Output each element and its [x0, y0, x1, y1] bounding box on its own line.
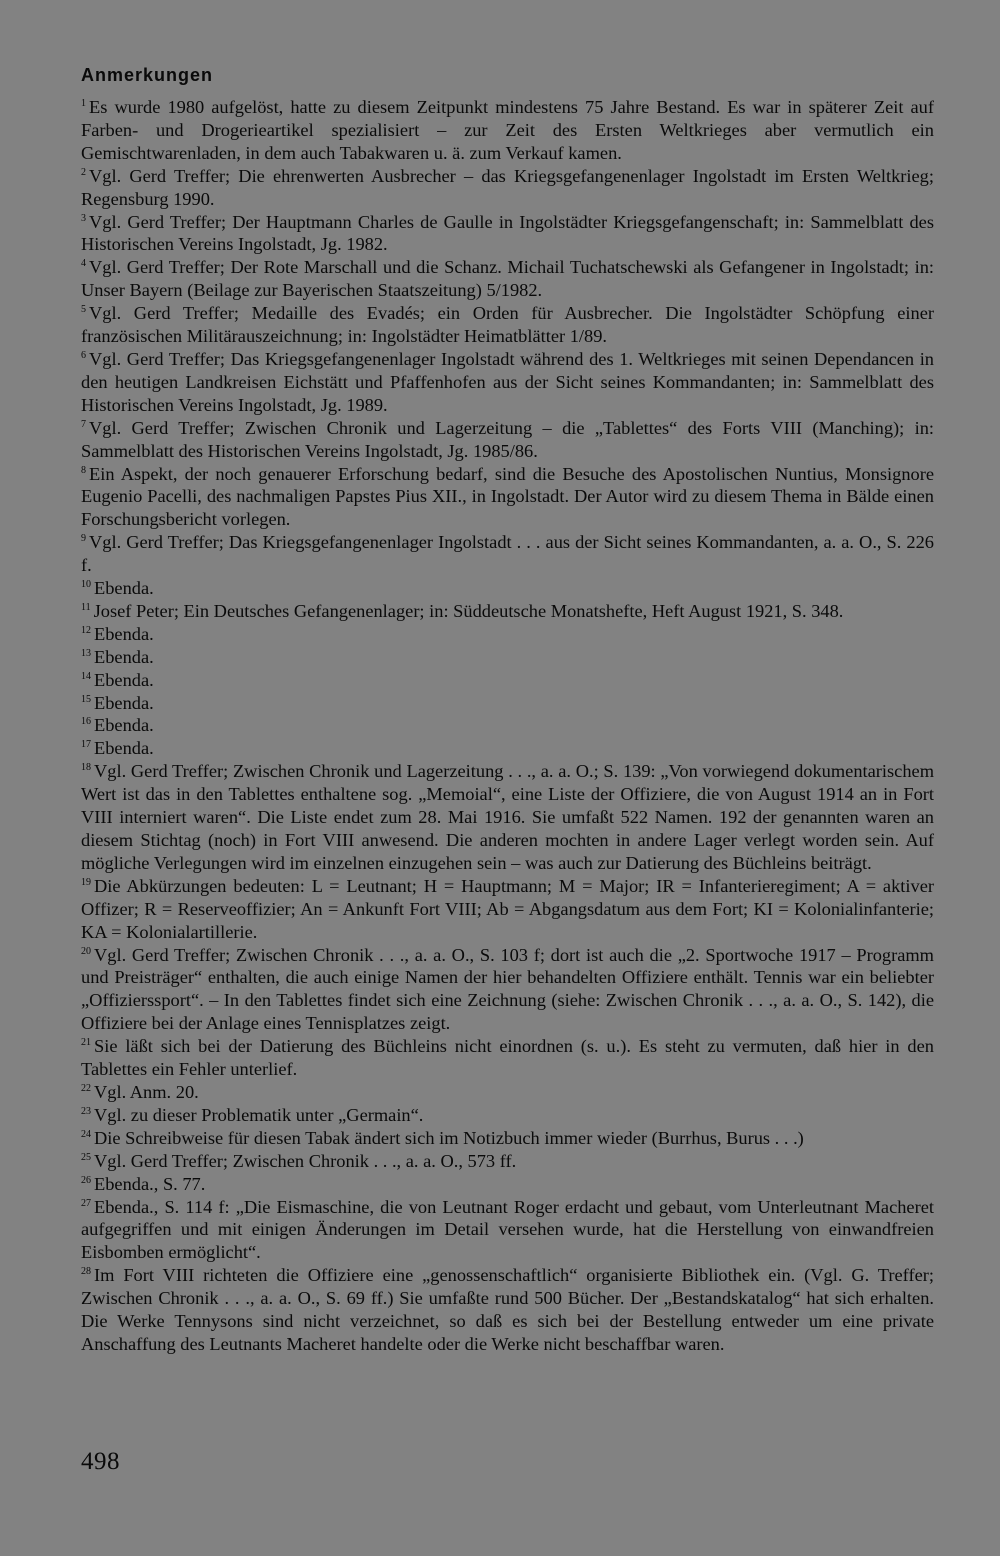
footnote: [81, 1264, 934, 1356]
footnote-number: 27: [81, 1197, 91, 1209]
footnote-text: Ebenda.: [94, 578, 154, 599]
footnote-number: 18: [81, 762, 91, 774]
footnote: [81, 348, 934, 417]
footnote-text: Vgl. Anm. 20.: [94, 1081, 199, 1102]
footnote-number: 17: [81, 739, 91, 751]
footnote-number: 22: [81, 1082, 91, 1094]
footnote-text: Ebenda.: [94, 623, 154, 644]
footnote-text: Vgl. Gerd Treffer; Medaille des Evadés; ein Orden für Ausbrecher. Die Ingolstädter Schöpfung einer französischen Militärauszeichnung; in: Ingolstädter Heimatblätter 1/89.: [81, 303, 934, 347]
footnote-text: Vgl. Gerd Treffer; Zwischen Chronik und Lagerzeitung . . ., a. a. O.; S. 139: „Von vorwiegend dokumentarischem Wert ist das in den Tablettes enthaltene sog. „Memoial“, eine Liste der Offiziere, die von August 1914 an in Fort VIII interniert waren“. Die Liste endet zum 28. Mai 1916. Sie umfaßt 522 Namen. 192 der genannten waren an diesem Stichtag (noch) in Fort VIII anwesend. Die anderen mochten in andere Lager verlegt worden sein. Auf mögliche Verlegungen wird im einzelnen einzugehen sein – was auch zur Datierung des Büchleins beiträgt.: [81, 761, 934, 873]
footnote: [81, 1173, 934, 1196]
footnote-text: Vgl. Gerd Treffer; Zwischen Chronik . . ., a. a. O., 573 ff.: [94, 1150, 517, 1171]
footnote-text: Ebenda.: [94, 646, 154, 667]
footnote-text: Vgl. zu dieser Problematik unter „Germain“.: [94, 1104, 424, 1125]
footnote-text: Es wurde 1980 aufgelöst, hatte zu diesem Zeitpunkt mindestens 75 Jahre Bestand. Es war in späterer Zeit auf Farben- und Drogerieartikel spezialisiert – zur Zeit des Ersten Weltkrieges aber vermutlich ein Gemischtwarenladen, in dem auch Tabakwaren u. ä. zum Verkauf kamen.: [81, 97, 934, 163]
footnote-number: 5: [81, 304, 86, 316]
footnote: [81, 211, 934, 257]
footnote-text: Im Fort VIII richteten die Offiziere eine „genossenschaftlich“ organisierte Bibliothek ein. (Vgl. G. Treffer; Zwischen Chronik . . ., a. a. O., S. 69 ff.) Sie umfaßte rund 500 Bücher. Der „Bestandskatalog“ hat sich erhalten. Die Werke Tennysons sind nicht verzeichnet, so daß es sich bei der Bestellung entweder um eine private Anschaffung des Leutnants Macheret handelte oder die Werke nicht beschaffbar waren.: [81, 1265, 934, 1354]
footnote: [81, 577, 934, 600]
footnote-number: 4: [81, 258, 86, 270]
footnote-list: [81, 96, 934, 1356]
footnote: [81, 646, 934, 669]
footnote-number: 13: [81, 647, 91, 659]
footnote: [81, 302, 934, 348]
footnote: [81, 165, 934, 211]
footnote-number: 25: [81, 1151, 91, 1163]
footnote: [81, 1035, 934, 1081]
footnote: [81, 96, 934, 165]
footnote-text: Die Schreibweise für diesen Tabak ändert sich im Notizbuch immer wieder (Burrhus, Burus . . .): [94, 1127, 804, 1148]
footnote: [81, 1127, 934, 1150]
footnote-number: 14: [81, 670, 91, 682]
footnote-number: 15: [81, 693, 91, 705]
footnote: [81, 531, 934, 577]
footnote: [81, 944, 934, 1036]
footnote-number: 26: [81, 1174, 91, 1186]
footnote-number: 8: [81, 464, 86, 476]
footnote-number: 23: [81, 1105, 91, 1117]
footnote-text: Ebenda., S. 77.: [94, 1173, 206, 1194]
footnote: [81, 463, 934, 532]
footnote: [81, 875, 934, 944]
footnote-number: 9: [81, 533, 86, 545]
footnote: [81, 692, 934, 715]
footnote-number: 20: [81, 945, 91, 957]
footnote-number: 2: [81, 166, 86, 178]
footnote-text: Sie läßt sich bei der Datierung des Büchleins nicht einordnen (s. u.). Es steht zu vermuten, daß hier in den Tablettes ein Fehler unterlief.: [81, 1036, 934, 1080]
footnote-number: 10: [81, 579, 91, 591]
footnote-text: Ebenda.: [94, 715, 154, 736]
footnote-text: Vgl. Gerd Treffer; Das Kriegsgefangenenlager Ingolstadt . . . aus der Sicht seines Kommandanten, a. a. O., S. 226 f.: [81, 532, 934, 576]
footnote-number: 7: [81, 418, 86, 430]
footnote-text: Ebenda.: [94, 692, 154, 713]
footnote: [81, 600, 934, 623]
footnote-text: Josef Peter; Ein Deutsches Gefangenenlager; in: Süddeutsche Monatshefte, Heft August 1921, S. 348.: [93, 600, 844, 621]
footnote-text: Vgl. Gerd Treffer; Der Rote Marschall und die Schanz. Michail Tuchatschewski als Gefangener in Ingolstadt; in: Unser Bayern (Beilage zur Bayerischen Staatszeitung) 5/1982.: [81, 257, 934, 301]
footnote-text: Ebenda.: [94, 738, 154, 759]
footnote-text: Vgl. Gerd Treffer; Zwischen Chronik . . ., a. a. O., S. 103 f; dort ist auch die „2. Sportwoche 1917 – Programm und Preisträger“ enthalten, die auch einige Namen der hier behandelten Offiziere enthält. Tennis war ein beliebter „Offizierssport“. – In den Tablettes findet sich eine Zeichnung (siehe: Zwischen Chronik . . ., a. a. O., S. 142), die Offiziere bei der Anlage eines Tennisplatzes zeigt.: [81, 944, 934, 1034]
footnote-text: Vgl. Gerd Treffer; Das Kriegsgefangenenlager Ingolstadt während des 1. Weltkrieges mit seinen Dependancen in den heutigen Landkreisen Eichstätt und Pfaffenhofen aus der Sicht seines Kommandanten; in: Sammelblatt des Historischen Vereins Ingolstadt, Jg. 1989.: [81, 348, 934, 415]
footnote: [81, 737, 934, 760]
footnote-number: 11: [81, 601, 91, 613]
footnote: [81, 623, 934, 646]
footnote: [81, 714, 934, 737]
footnote-text: Ein Aspekt, der noch genauerer Erforschung bedarf, sind die Besuche des Apostolischen Nuntius, Monsignore Eugenio Pacelli, des nachmaligen Papstes Pius XII., in Ingolstadt. Der Autor wird zu diesem Thema in Bälde einen Forschungsbericht vorlegen.: [81, 463, 934, 530]
footnote: [81, 1150, 934, 1173]
footnote-text: Ebenda.: [94, 669, 154, 690]
footnote-number: 6: [81, 349, 86, 361]
footnote: [81, 256, 934, 302]
footnote-number: 3: [81, 212, 86, 224]
page-number: 498: [81, 1448, 120, 1475]
footnote: [81, 760, 934, 875]
footnote: [81, 669, 934, 692]
footnote-number: 19: [81, 876, 91, 888]
footnote-number: 24: [81, 1128, 91, 1140]
footnote-number: 21: [81, 1037, 91, 1049]
footnote-text: Vgl. Gerd Treffer; Der Hauptmann Charles de Gaulle in Ingolstädter Kriegsgefangenschaft; in: Sammelblatt des Historischen Vereins Ingolstadt, Jg. 1982.: [81, 211, 934, 255]
footnote: [81, 1196, 934, 1265]
footnote-number: 16: [81, 716, 91, 728]
footnote-number: 12: [81, 624, 91, 636]
footnote-text: Vgl. Gerd Treffer; Die ehrenwerten Ausbrecher – das Kriegsgefangenenlager Ingolstadt im Ersten Weltkrieg; Regensburg 1990.: [81, 165, 934, 209]
footnote-text: Vgl. Gerd Treffer; Zwischen Chronik und Lagerzeitung – die „Tablettes“ des Forts VIII (Manching); in: Sammelblatt des Historischen Vereins Ingolstadt, Jg. 1985/86.: [81, 417, 934, 461]
footnote-text: Ebenda., S. 114 f: „Die Eismaschine, die von Leutnant Roger erdacht und gebaut, vom Unterleutnant Macheret aufgegriffen und mit einigen Änderungen im Detail versehen wurde, hat die Herstellung von einwandfreien Eisbomben ermöglicht“.: [81, 1196, 934, 1263]
footnote-number: 28: [81, 1266, 91, 1278]
notes-page: [81, 62, 934, 1356]
footnote-number: 1: [81, 98, 86, 109]
footnote: [81, 1081, 934, 1104]
footnote: [81, 1104, 934, 1127]
page-heading: Anmerkungen: [81, 65, 214, 85]
footnote: [81, 417, 934, 463]
footnote-text: Die Abkürzungen bedeuten: L = Leutnant; H = Hauptmann; M = Major; IR = Infanterieregiment; A = aktiver Offizer; R = Reserveoffizier; An = Ankunft Fort VIII; Ab = Abgangsdatum aus dem Fort; KI = Kolonialinfanterie; KA = Kolonialartillerie.: [81, 875, 934, 942]
